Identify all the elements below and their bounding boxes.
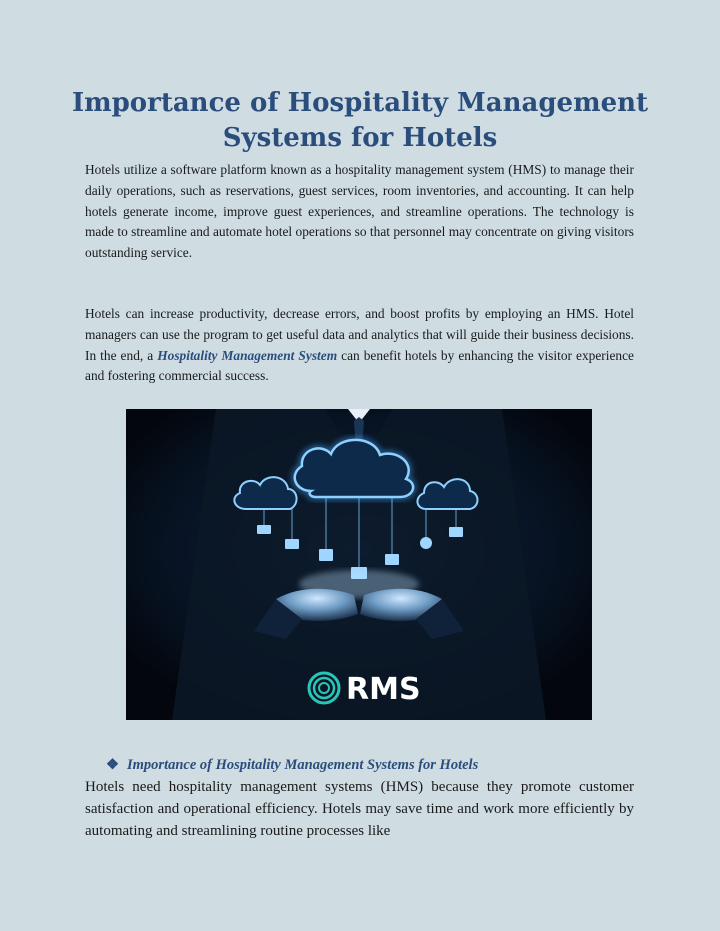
wifi-icon xyxy=(420,537,432,549)
monitor-icon xyxy=(285,539,299,549)
hms-link[interactable]: Hospitality Management System xyxy=(157,347,338,363)
intro-paragraph: Hotels utilize a software platform known as a hospitality management system (HMS) to manage their daily operations, such as reservations, guest services, room inventories, and accounting. It can help hotels generate income, improve guest experiences, and streamline operations. The technology is made to streamline and automate hotel operations so that personnel may concentrate on giving visitors outstanding service. xyxy=(85,162,634,261)
section-heading xyxy=(106,755,666,775)
printer-icon xyxy=(319,549,333,561)
phone-icon xyxy=(449,527,463,537)
section-paragraph: Hotels need hospitality management systems (HMS) because they promote customer satisfaction and operational efficiency. Hotels may save time and work more efficiently by automating and streamlining routine processes like xyxy=(85,779,634,839)
tablet-icon xyxy=(385,554,399,565)
section-heading-text: Importance of Hospitality Management Systems for Hotels xyxy=(127,757,479,773)
benefits-text-end: can benefit hotels by enhancing the visitor experience and fostering commercial success. xyxy=(85,347,634,384)
laptop-icon xyxy=(257,525,271,534)
rms-logo-text: RMS xyxy=(346,672,421,707)
hero-image-cloud-hands xyxy=(126,409,592,720)
benefits-text-start: Hotels can increase productivity, decrease errors, and boost profits by employing an HMS. Hotel managers can use the program to get useful data and analytics that will guide their business decisions. In the end, a xyxy=(85,306,634,363)
benefits-paragraph xyxy=(85,304,634,387)
bullet-diamond-icon: ❖ xyxy=(106,757,119,773)
page-title: Importance of Hospitality Management Systems for Hotels xyxy=(71,88,649,153)
